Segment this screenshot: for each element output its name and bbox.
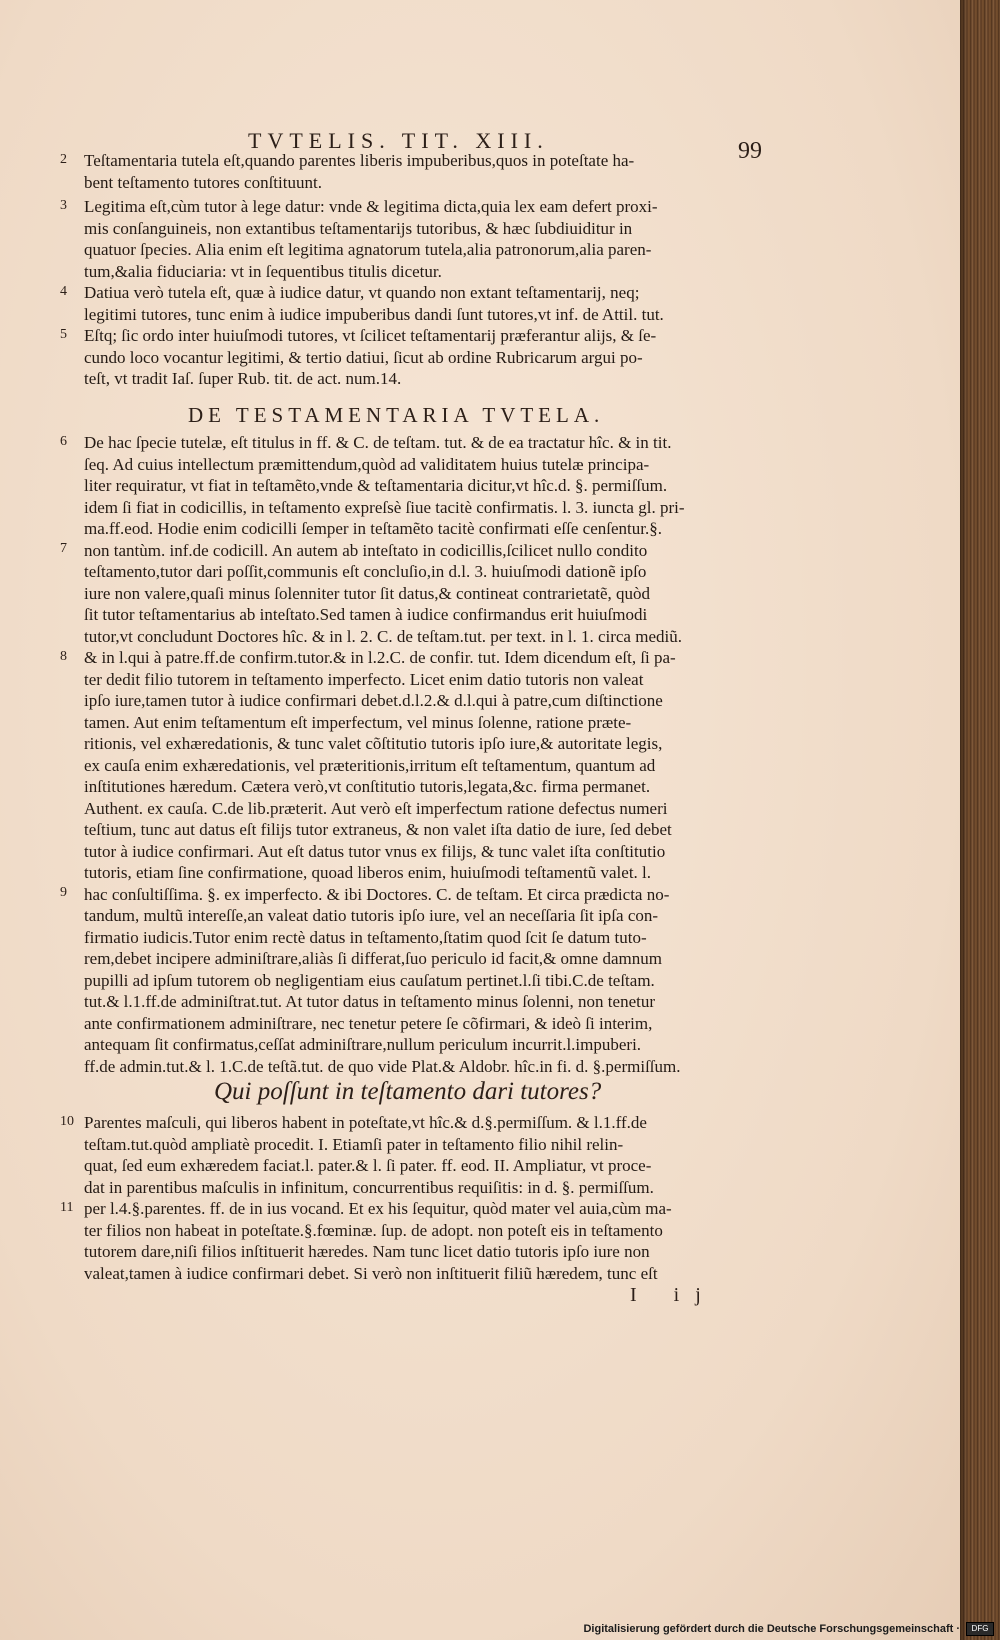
section-body <box>84 1112 736 1284</box>
text-line: teſt, vt tradit Iaſ. ſuper Rub. tit. de act. num.14. <box>84 369 402 388</box>
text-line: ff.de admin.tut.& l. 1.C.de teſtã.tut. de quo vide Plat.& Aldobr. hîc.in fi. d. §.permiſſum. <box>84 1056 681 1076</box>
text-line: & in l.qui à patre.ff.de confirm.tutor.& in l.2.C. de confir. tut. Idem dicendum eſt, ſi pa- <box>84 648 676 667</box>
text-line: hac conſultiſſima. §. ex imperfecto. & ibi Doctores. C. de teſtam. Et circa prædicta no- <box>84 884 670 904</box>
running-header: TVTELIS. TIT. XIII. <box>248 128 549 153</box>
digitization-notice <box>560 1617 1000 1640</box>
dfg-logo: DFG <box>966 1622 994 1636</box>
text-line: tamen. Aut enim teſtamentum eſt imperfectum, vel minus ſolenne, ratione præte- <box>84 712 632 732</box>
text-line: bent teſtamento tutores conſtituunt. <box>84 172 322 192</box>
text-line: per l.4.§.parentes. ff. de in ius vocand. Et ex his ſequitur, quòd mater vel auia,cùm ma- <box>84 1199 672 1218</box>
text-line: Legitima eſt,cùm tutor à lege datur: vnde & legitima dicta,quia lex eam defert proxi- <box>84 197 658 216</box>
margin-number: 7 <box>60 541 67 556</box>
text-line: tutor à iudice confirmari. Aut eſt datus tutor vnus ex filijs, & tunc valet iſta conſtitutio <box>84 841 666 861</box>
text-line: De hac ſpecie tutelæ, eſt titulus in ff. & C. de teſtam. tut. & de ea tractatur hîc. & in tit. <box>84 433 672 452</box>
margin-number: 5 <box>60 327 67 342</box>
text-line: ritionis, vel exhæredationis, & tunc valet cõſtitutio tutoris ipſo iure,& autoritate legis, <box>84 734 663 753</box>
text-line: tutoris, etiam ſine confirmatione, quoad liberos enim, huiuſmodi teſtamentũ valet. l. <box>84 863 652 882</box>
text-line: idem ſi fiat in codicillis, in teſtamento expreſsè ſiue tacitè confirmatis. l. 3. iuncta gl. pri- <box>84 497 685 517</box>
text-line: tandum, multũ intereſſe,an valeat datio tutoris ipſo iure, vel an neceſſaria ſit ipſa con- <box>84 906 659 925</box>
book-edge <box>960 0 1000 1640</box>
text-line: rem,debet incipere adminiſtrare,aliàs ſi differat,ſuo periculo id facit,& omne damnum <box>84 949 662 968</box>
text-line: tutorem dare,niſi filios inſtituerit hæredes. Nam tunc licet datio tutoris ipſo iure non <box>84 1242 650 1261</box>
paragraph <box>84 196 736 282</box>
text-line: tutor,vt concludunt Doctores hîc. & in l. 2. C. de teſtam.tut. per text. in l. 1. circa mediũ. <box>84 626 682 646</box>
paragraph <box>84 282 736 325</box>
text-line: firmatio iudicis.Tutor enim rectè datus in teſtamento,ſtatim quod ſcit ſe datum tuto- <box>84 927 647 947</box>
text-line: teſtamento,tutor dari poſſit,communis eſt concluſio,in d.l. 3. huiuſmodi dationẽ ipſo <box>84 562 647 581</box>
text-line: ma.ff.eod. Hodie enim codicilli ſemper in teſtamẽto tacitè confirmati eſſe cenſentur.§. <box>84 519 662 538</box>
text-line: dat in parentibus maſculis in infinitum, concurrentibus requiſitis: in d. §. permiſſum. <box>84 1177 654 1197</box>
margin-number: 3 <box>60 198 67 213</box>
text-line: legitimi tutores, tunc enim à iudice impuberibus dandi ſunt tutores,vt inf. de Attil. tut. <box>84 304 664 324</box>
text-line: antequam ſit confirmatus,ceſſat adminiſtrare,nullum periculum incurrit.l.impuberi. <box>84 1035 642 1054</box>
paragraph <box>84 150 736 193</box>
text-line: ipſo iure,tamen tutor à iudice confirmari debet.d.l.2.& d.l.qui à patre,cum diſtinctione <box>84 691 663 710</box>
margin-number: 11 <box>60 1200 74 1215</box>
text-line: Authent. ex cauſa. C.de lib.præterit. Aut verò eſt imperfectum ratione defectus numeri <box>84 798 668 818</box>
margin-number: 10 <box>60 1114 74 1129</box>
text-line: cundo loco vocantur legitimi, & tertio datiui, ſicut ab ordine Rubricarum argui po- <box>84 347 643 367</box>
margin-number: 2 <box>60 152 67 167</box>
text-line: mis conſanguineis, non extantibus teſtamentarijs tutoribus, & hæc ſubdiuiditur in <box>84 218 633 238</box>
text-line: quat, ſed eum exhæredem faciat.l. pater.& l. ſi pater. ff. eod. II. Ampliatur, vt proce- <box>84 1156 652 1175</box>
text-line: liter requiratur, vt fiat in teſtamẽto,vnde & teſtamentaria dicitur,vt hîc.d. §. permiſſum. <box>84 476 668 495</box>
text-line: ſit tutor teſtamentarius ab inteſtato.Sed tamen à iudice confirmandus erit huiuſmodi <box>84 605 648 624</box>
margin-number: 4 <box>60 284 67 299</box>
text-line: Datiua verò tutela eſt, quæ à iudice datur, vt quando non extant teſtamentarij, neq; <box>84 283 640 302</box>
dfg-notice-text: Digitalisierung gefördert durch die Deutsche Forschungsgemeinschaft · <box>583 1622 960 1635</box>
signature-mark: I ij <box>630 1284 717 1306</box>
text-line: non tantùm. inf.de codicill. An autem ab inteſtato in codicillis,ſcilicet nullo condito <box>84 540 648 560</box>
text-line: ante confirmationem adminiſtrare, nec tenetur petere ſe cõfirmari, & ideò ſi interim, <box>84 1013 653 1033</box>
margin-number: 8 <box>60 649 67 664</box>
section-body <box>84 432 736 1077</box>
text-line: quatuor ſpecies. Alia enim eſt legitima agnatorum tutela,alia patronorum,alia paren- <box>84 240 652 259</box>
text-line: teſtam.tut.quòd ampliatè procedit. I. Etiamſi pater in teſtamento filio nihil relin- <box>84 1134 624 1154</box>
text-line: valeat,tamen à iudice confirmari debet. Si verò non inſtituerit filiũ hæredem, tunc eſt <box>84 1263 658 1283</box>
text-line: Parentes maſculi, qui liberos habent in poteſtate,vt hîc.& d.§.permiſſum. & l.1.ff.de <box>84 1113 647 1132</box>
text-line: tut.& l.1.ff.de adminiſtrat.tut. At tutor datus in teſtamento minus ſolenni, non tenetur <box>84 992 655 1011</box>
text-line: inſtitutiones hæredum. Cætera verò,vt conſtitutio tutoris,legata,&c. firma permanet. <box>84 777 651 796</box>
text-line: tum,&alia fiduciaria: vt in ſequentibus titulis dicetur. <box>84 261 442 281</box>
section-heading: DE TESTAMENTARIA TVTELA. <box>188 403 605 427</box>
page-number: 99 <box>738 138 762 164</box>
text-line: ter dedit filio tutorem in teſtamento imperfecto. Licet enim datio tutoris non valeat <box>84 669 644 689</box>
text-line: pupilli ad ipſum tutorem ob negligentiam eius cauſatum pertinet.l.ſi tibi.C.de teſtam. <box>84 970 655 990</box>
margin-number: 6 <box>60 434 67 449</box>
margin-number: 9 <box>60 885 67 900</box>
text-line: ex cauſa enim exhæredationis, vel præteritionis,irritum eſt teſtamentum, quantum ad <box>84 755 656 775</box>
text-line: Teſtamentaria tutela eſt,quando parentes liberis impuberibus,quos in poteſtate ha- <box>84 151 635 170</box>
section-heading-italic: Qui poſſunt in teſtamento dari tutores? <box>214 1078 602 1105</box>
text-line: ter filios non habeat in poteſtate.§.fœminæ. ſup. de adopt. non poteſt eis in teſtamento <box>84 1220 663 1240</box>
text-line: iure non valere,quaſi minus ſolenniter tutor ſit datus,& contineat contrarietatẽ, quòd <box>84 583 651 603</box>
text-line: teſtium, tunc aut datus eſt filijs tutor extraneus, & non valet iſta datio de iure, ſed debet <box>84 820 672 839</box>
paragraph <box>84 325 736 390</box>
text-line: Eſtq; ſic ordo inter huiuſmodi tutores, vt ſcilicet teſtamentarij præferantur alijs, & ſe- <box>84 326 657 345</box>
text-line: ſeq. Ad cuius intellectum præmittendum,quòd ad validitatem huius tutelæ principa- <box>84 454 650 474</box>
